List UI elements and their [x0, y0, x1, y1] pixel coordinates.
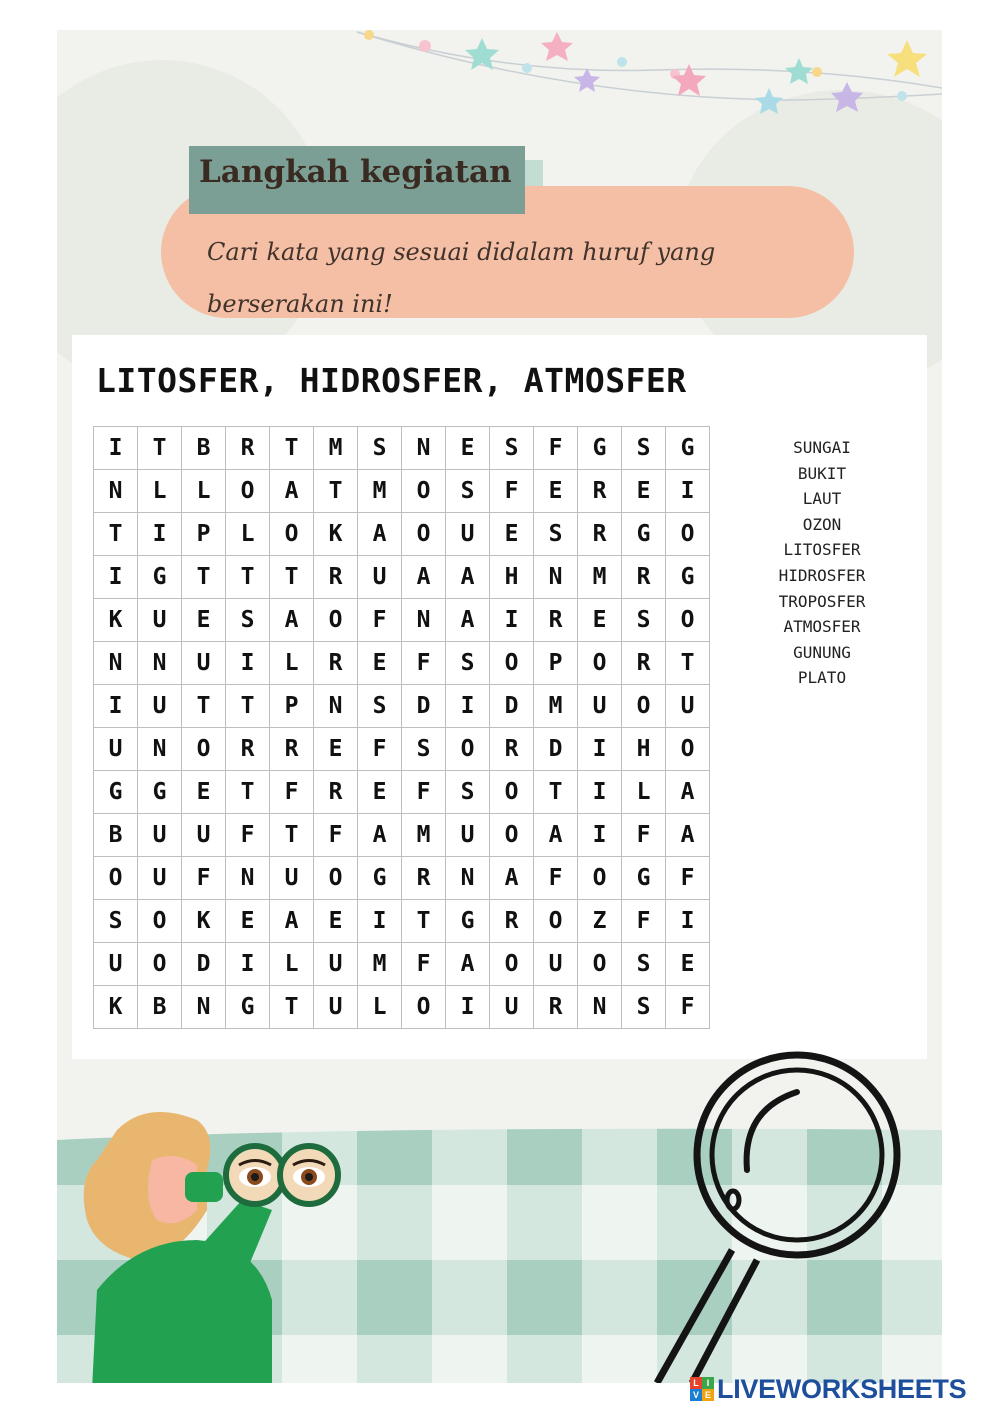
grid-letter[interactable]: R	[314, 771, 358, 814]
grid-letter[interactable]: B	[182, 427, 226, 470]
grid-letter[interactable]: G	[358, 857, 402, 900]
grid-letter[interactable]: O	[578, 642, 622, 685]
grid-letter[interactable]: R	[226, 728, 270, 771]
grid-letter[interactable]: S	[446, 771, 490, 814]
grid-letter[interactable]: O	[490, 814, 534, 857]
grid-row	[94, 771, 710, 814]
word-list-item: ATMOSFER	[783, 617, 861, 637]
grid-letter[interactable]: U	[534, 943, 578, 986]
grid-letter[interactable]: O	[534, 900, 578, 943]
grid-letter[interactable]: U	[446, 814, 490, 857]
grid-letter[interactable]: B	[94, 814, 138, 857]
grid-letter[interactable]: O	[490, 642, 534, 685]
grid-row	[94, 900, 710, 943]
grid-letter[interactable]: E	[490, 513, 534, 556]
grid-letter[interactable]: G	[622, 513, 666, 556]
grid-letter[interactable]: F	[270, 771, 314, 814]
grid-letter[interactable]: U	[138, 685, 182, 728]
grid-letter[interactable]: T	[138, 427, 182, 470]
grid-letter[interactable]: T	[270, 986, 314, 1029]
grid-letter[interactable]: I	[226, 943, 270, 986]
grid-row	[94, 943, 710, 986]
grid-letter[interactable]: S	[402, 728, 446, 771]
grid-letter[interactable]: G	[138, 556, 182, 599]
grid-letter[interactable]: S	[622, 943, 666, 986]
grid-letter[interactable]: G	[226, 986, 270, 1029]
grid-letter[interactable]: U	[182, 814, 226, 857]
letter-grid	[93, 426, 710, 1029]
grid-letter[interactable]: T	[402, 900, 446, 943]
grid-letter[interactable]: S	[622, 986, 666, 1029]
grid-letter[interactable]: A	[270, 599, 314, 642]
grid-letter[interactable]: O	[226, 470, 270, 513]
grid-letter[interactable]: E	[358, 642, 402, 685]
grid-letter[interactable]: O	[490, 943, 534, 986]
grid-letter[interactable]: U	[358, 556, 402, 599]
grid-letter[interactable]: F	[226, 814, 270, 857]
grid-letter[interactable]: N	[578, 986, 622, 1029]
grid-letter[interactable]: G	[622, 857, 666, 900]
grid-letter[interactable]: E	[226, 900, 270, 943]
grid-letter[interactable]: U	[138, 814, 182, 857]
grid-letter[interactable]: O	[402, 513, 446, 556]
grid-row	[94, 427, 710, 470]
grid-letter[interactable]: O	[578, 857, 622, 900]
grid-letter[interactable]: I	[446, 986, 490, 1029]
grid-letter[interactable]: E	[182, 771, 226, 814]
word-list-item: OZON	[802, 514, 842, 534]
grid-row	[94, 685, 710, 728]
grid-letter[interactable]: F	[534, 857, 578, 900]
grid-row	[94, 814, 710, 857]
grid-letter[interactable]: A	[490, 857, 534, 900]
grid-letter[interactable]: T	[226, 556, 270, 599]
grid-letter[interactable]: O	[138, 943, 182, 986]
grid-letter[interactable]: F	[666, 986, 710, 1029]
grid-letter[interactable]: H	[490, 556, 534, 599]
grid-letter[interactable]: F	[622, 900, 666, 943]
grid-letter[interactable]: U	[666, 685, 710, 728]
grid-letter[interactable]: U	[94, 943, 138, 986]
grid-letter[interactable]: G	[666, 556, 710, 599]
grid-letter[interactable]: S	[358, 427, 402, 470]
grid-letter[interactable]: Z	[578, 900, 622, 943]
grid-row	[94, 986, 710, 1029]
grid-letter[interactable]: R	[534, 986, 578, 1029]
logo-letter: I	[702, 1377, 714, 1389]
grid-letter[interactable]: O	[138, 900, 182, 943]
grid-letter[interactable]: F	[402, 771, 446, 814]
grid-letter[interactable]: O	[314, 599, 358, 642]
grid-letter[interactable]: M	[314, 427, 358, 470]
grid-letter[interactable]: T	[534, 771, 578, 814]
grid-letter[interactable]: T	[226, 685, 270, 728]
grid-letter[interactable]: O	[270, 513, 314, 556]
grid-letter[interactable]: U	[314, 943, 358, 986]
grid-letter[interactable]: E	[358, 771, 402, 814]
grid-letter[interactable]: F	[182, 857, 226, 900]
grid-letter[interactable]: S	[446, 642, 490, 685]
grid-letter[interactable]: R	[314, 556, 358, 599]
grid-letter[interactable]: A	[534, 814, 578, 857]
grid-letter[interactable]: M	[534, 685, 578, 728]
grid-row	[94, 642, 710, 685]
grid-letter[interactable]: D	[490, 685, 534, 728]
grid-letter[interactable]: U	[314, 986, 358, 1029]
grid-letter[interactable]: I	[666, 900, 710, 943]
girl-with-binoculars-illustration	[57, 1090, 357, 1383]
grid-letter[interactable]: M	[578, 556, 622, 599]
grid-letter[interactable]: M	[402, 814, 446, 857]
word-list-item: GUNUNG	[793, 642, 851, 662]
grid-letter[interactable]: R	[270, 728, 314, 771]
grid-letter[interactable]: U	[578, 685, 622, 728]
grid-letter[interactable]: S	[446, 470, 490, 513]
word-list-item: PLATO	[797, 668, 847, 688]
grid-letter[interactable]: F	[358, 599, 402, 642]
grid-letter[interactable]: B	[138, 986, 182, 1029]
grid-letter[interactable]: U	[138, 599, 182, 642]
grid-letter[interactable]: T	[182, 556, 226, 599]
grid-row	[94, 513, 710, 556]
grid-letter[interactable]: G	[578, 427, 622, 470]
grid-letter[interactable]: O	[578, 943, 622, 986]
grid-letter[interactable]: R	[578, 470, 622, 513]
word-list-item: LAUT	[802, 489, 842, 509]
grid-letter[interactable]: O	[446, 728, 490, 771]
grid-letter[interactable]: K	[314, 513, 358, 556]
word-list	[762, 435, 882, 691]
grid-letter[interactable]: O	[402, 986, 446, 1029]
grid-letter[interactable]: O	[666, 599, 710, 642]
grid-letter[interactable]: M	[358, 470, 402, 513]
grid-letter[interactable]: E	[622, 470, 666, 513]
logo-letter: V	[690, 1389, 702, 1401]
grid-letter[interactable]: N	[402, 599, 446, 642]
grid-letter[interactable]: H	[622, 728, 666, 771]
grid-letter[interactable]: U	[94, 728, 138, 771]
grid-letter[interactable]: E	[666, 943, 710, 986]
grid-letter[interactable]: S	[94, 900, 138, 943]
grid-letter[interactable]: T	[314, 470, 358, 513]
grid-letter[interactable]: O	[666, 513, 710, 556]
grid-letter[interactable]: U	[270, 857, 314, 900]
grid-letter[interactable]: F	[314, 814, 358, 857]
grid-letter[interactable]: I	[94, 556, 138, 599]
grid-letter[interactable]: E	[534, 470, 578, 513]
grid-letter[interactable]: D	[182, 943, 226, 986]
grid-letter[interactable]: E	[182, 599, 226, 642]
grid-letter[interactable]: A	[666, 771, 710, 814]
word-list-item: SUNGAI	[793, 438, 851, 457]
word-list-item: HIDROSFER	[778, 565, 866, 585]
grid-letter[interactable]: I	[490, 599, 534, 642]
grid-letter[interactable]: R	[490, 900, 534, 943]
grid-letter[interactable]: T	[94, 513, 138, 556]
grid-letter[interactable]: E	[314, 728, 358, 771]
grid-letter[interactable]: A	[358, 814, 402, 857]
grid-letter[interactable]: I	[94, 427, 138, 470]
puzzle-title: LITOSFER, HIDROSFER, ATMOSFER	[96, 361, 687, 400]
grid-letter[interactable]: U	[182, 642, 226, 685]
grid-row	[94, 857, 710, 900]
grid-letter[interactable]: I	[666, 470, 710, 513]
grid-letter[interactable]: O	[182, 728, 226, 771]
grid-letter[interactable]: S	[622, 599, 666, 642]
grid-row	[94, 556, 710, 599]
grid-letter[interactable]: T	[270, 427, 314, 470]
grid-letter[interactable]: A	[446, 599, 490, 642]
grid-letter[interactable]: I	[138, 513, 182, 556]
grid-letter[interactable]: O	[622, 685, 666, 728]
instruction-text: Cari kata yang sesuai didalam huruf yang berserakan ini!	[207, 238, 716, 318]
grid-letter[interactable]: R	[534, 599, 578, 642]
grid-letter[interactable]: E	[578, 599, 622, 642]
grid-letter[interactable]: S	[490, 427, 534, 470]
grid-letter[interactable]: I	[578, 771, 622, 814]
grid-letter[interactable]: R	[622, 642, 666, 685]
grid-letter[interactable]: T	[270, 814, 314, 857]
grid-letter[interactable]: K	[94, 599, 138, 642]
grid-row	[94, 470, 710, 513]
grid-letter[interactable]: L	[226, 513, 270, 556]
grid-row	[94, 599, 710, 642]
grid-letter[interactable]: P	[182, 513, 226, 556]
grid-letter[interactable]: A	[666, 814, 710, 857]
grid-letter[interactable]: M	[358, 943, 402, 986]
grid-letter[interactable]: R	[622, 556, 666, 599]
grid-letter[interactable]: R	[402, 857, 446, 900]
grid-letter[interactable]: I	[446, 685, 490, 728]
grid-letter[interactable]: N	[314, 685, 358, 728]
grid-letter[interactable]: O	[666, 728, 710, 771]
grid-letter[interactable]: A	[358, 513, 402, 556]
grid-letter[interactable]: N	[138, 642, 182, 685]
grid-letter[interactable]: P	[534, 642, 578, 685]
grid-letter[interactable]: O	[94, 857, 138, 900]
grid-letter[interactable]: D	[402, 685, 446, 728]
grid-letter[interactable]: S	[358, 685, 402, 728]
grid-letter[interactable]: S	[226, 599, 270, 642]
grid-letter[interactable]: N	[226, 857, 270, 900]
grid-letter[interactable]: A	[270, 470, 314, 513]
grid-letter[interactable]: O	[402, 470, 446, 513]
grid-letter[interactable]: L	[270, 943, 314, 986]
star-garland-decoration	[57, 30, 942, 130]
grid-row	[94, 728, 710, 771]
grid-letter[interactable]: O	[490, 771, 534, 814]
word-search-sheet	[72, 335, 927, 1059]
grid-letter[interactable]: G	[666, 427, 710, 470]
grid-letter[interactable]: F	[490, 470, 534, 513]
liveworksheets-logo-icon	[690, 1377, 714, 1401]
grid-letter[interactable]: I	[94, 685, 138, 728]
word-list-item: BUKIT	[797, 463, 847, 483]
grid-letter[interactable]: T	[182, 685, 226, 728]
grid-letter[interactable]: L	[182, 470, 226, 513]
grid-letter[interactable]: E	[446, 427, 490, 470]
grid-letter[interactable]: G	[446, 900, 490, 943]
logo-letter: L	[690, 1377, 702, 1389]
grid-letter[interactable]: N	[138, 728, 182, 771]
grid-letter[interactable]: L	[358, 986, 402, 1029]
grid-letter[interactable]: D	[534, 728, 578, 771]
grid-letter[interactable]: T	[226, 771, 270, 814]
grid-letter[interactable]: I	[358, 900, 402, 943]
grid-letter[interactable]: F	[666, 857, 710, 900]
grid-letter[interactable]: F	[534, 427, 578, 470]
grid-letter[interactable]: A	[402, 556, 446, 599]
grid-letter[interactable]: N	[94, 642, 138, 685]
grid-letter[interactable]: I	[578, 728, 622, 771]
word-list-item: TROPOSFER	[778, 591, 866, 611]
grid-letter[interactable]: O	[314, 857, 358, 900]
grid-letter[interactable]: A	[446, 943, 490, 986]
grid-letter[interactable]: U	[490, 986, 534, 1029]
grid-letter[interactable]: R	[226, 427, 270, 470]
magnifying-glass-illustration	[637, 1040, 942, 1383]
word-list-item: LITOSFER	[783, 540, 861, 560]
activity-title: Langkah kegiatan	[199, 154, 512, 190]
grid-letter[interactable]: N	[402, 427, 446, 470]
grid-letter[interactable]: R	[578, 513, 622, 556]
grid-letter[interactable]: N	[446, 857, 490, 900]
grid-letter[interactable]: T	[666, 642, 710, 685]
grid-letter[interactable]: L	[138, 470, 182, 513]
grid-letter[interactable]: A	[270, 900, 314, 943]
grid-letter[interactable]: S	[534, 513, 578, 556]
grid-letter[interactable]: U	[446, 513, 490, 556]
grid-letter[interactable]: T	[270, 556, 314, 599]
liveworksheets-watermark	[690, 1373, 966, 1405]
grid-letter[interactable]: K	[182, 900, 226, 943]
grid-letter[interactable]: N	[94, 470, 138, 513]
grid-letter[interactable]: F	[402, 642, 446, 685]
grid-letter[interactable]: R	[490, 728, 534, 771]
grid-letter[interactable]: I	[226, 642, 270, 685]
grid-letter[interactable]: F	[358, 728, 402, 771]
grid-letter[interactable]: G	[94, 771, 138, 814]
grid-letter[interactable]: S	[622, 427, 666, 470]
grid-letter[interactable]: U	[138, 857, 182, 900]
grid-letter[interactable]: N	[182, 986, 226, 1029]
grid-letter[interactable]: N	[534, 556, 578, 599]
grid-letter[interactable]: E	[314, 900, 358, 943]
grid-letter[interactable]: P	[270, 685, 314, 728]
worksheet-page	[57, 30, 942, 1383]
grid-letter[interactable]: R	[314, 642, 358, 685]
grid-letter[interactable]: A	[446, 556, 490, 599]
grid-letter[interactable]: K	[94, 986, 138, 1029]
grid-letter[interactable]: L	[622, 771, 666, 814]
grid-letter[interactable]: G	[138, 771, 182, 814]
grid-letter[interactable]: F	[622, 814, 666, 857]
grid-letter[interactable]: I	[578, 814, 622, 857]
logo-letter: E	[702, 1389, 714, 1401]
watermark-text: LIVEWORKSHEETS	[717, 1373, 967, 1404]
grid-letter[interactable]: L	[270, 642, 314, 685]
grid-letter[interactable]: F	[402, 943, 446, 986]
